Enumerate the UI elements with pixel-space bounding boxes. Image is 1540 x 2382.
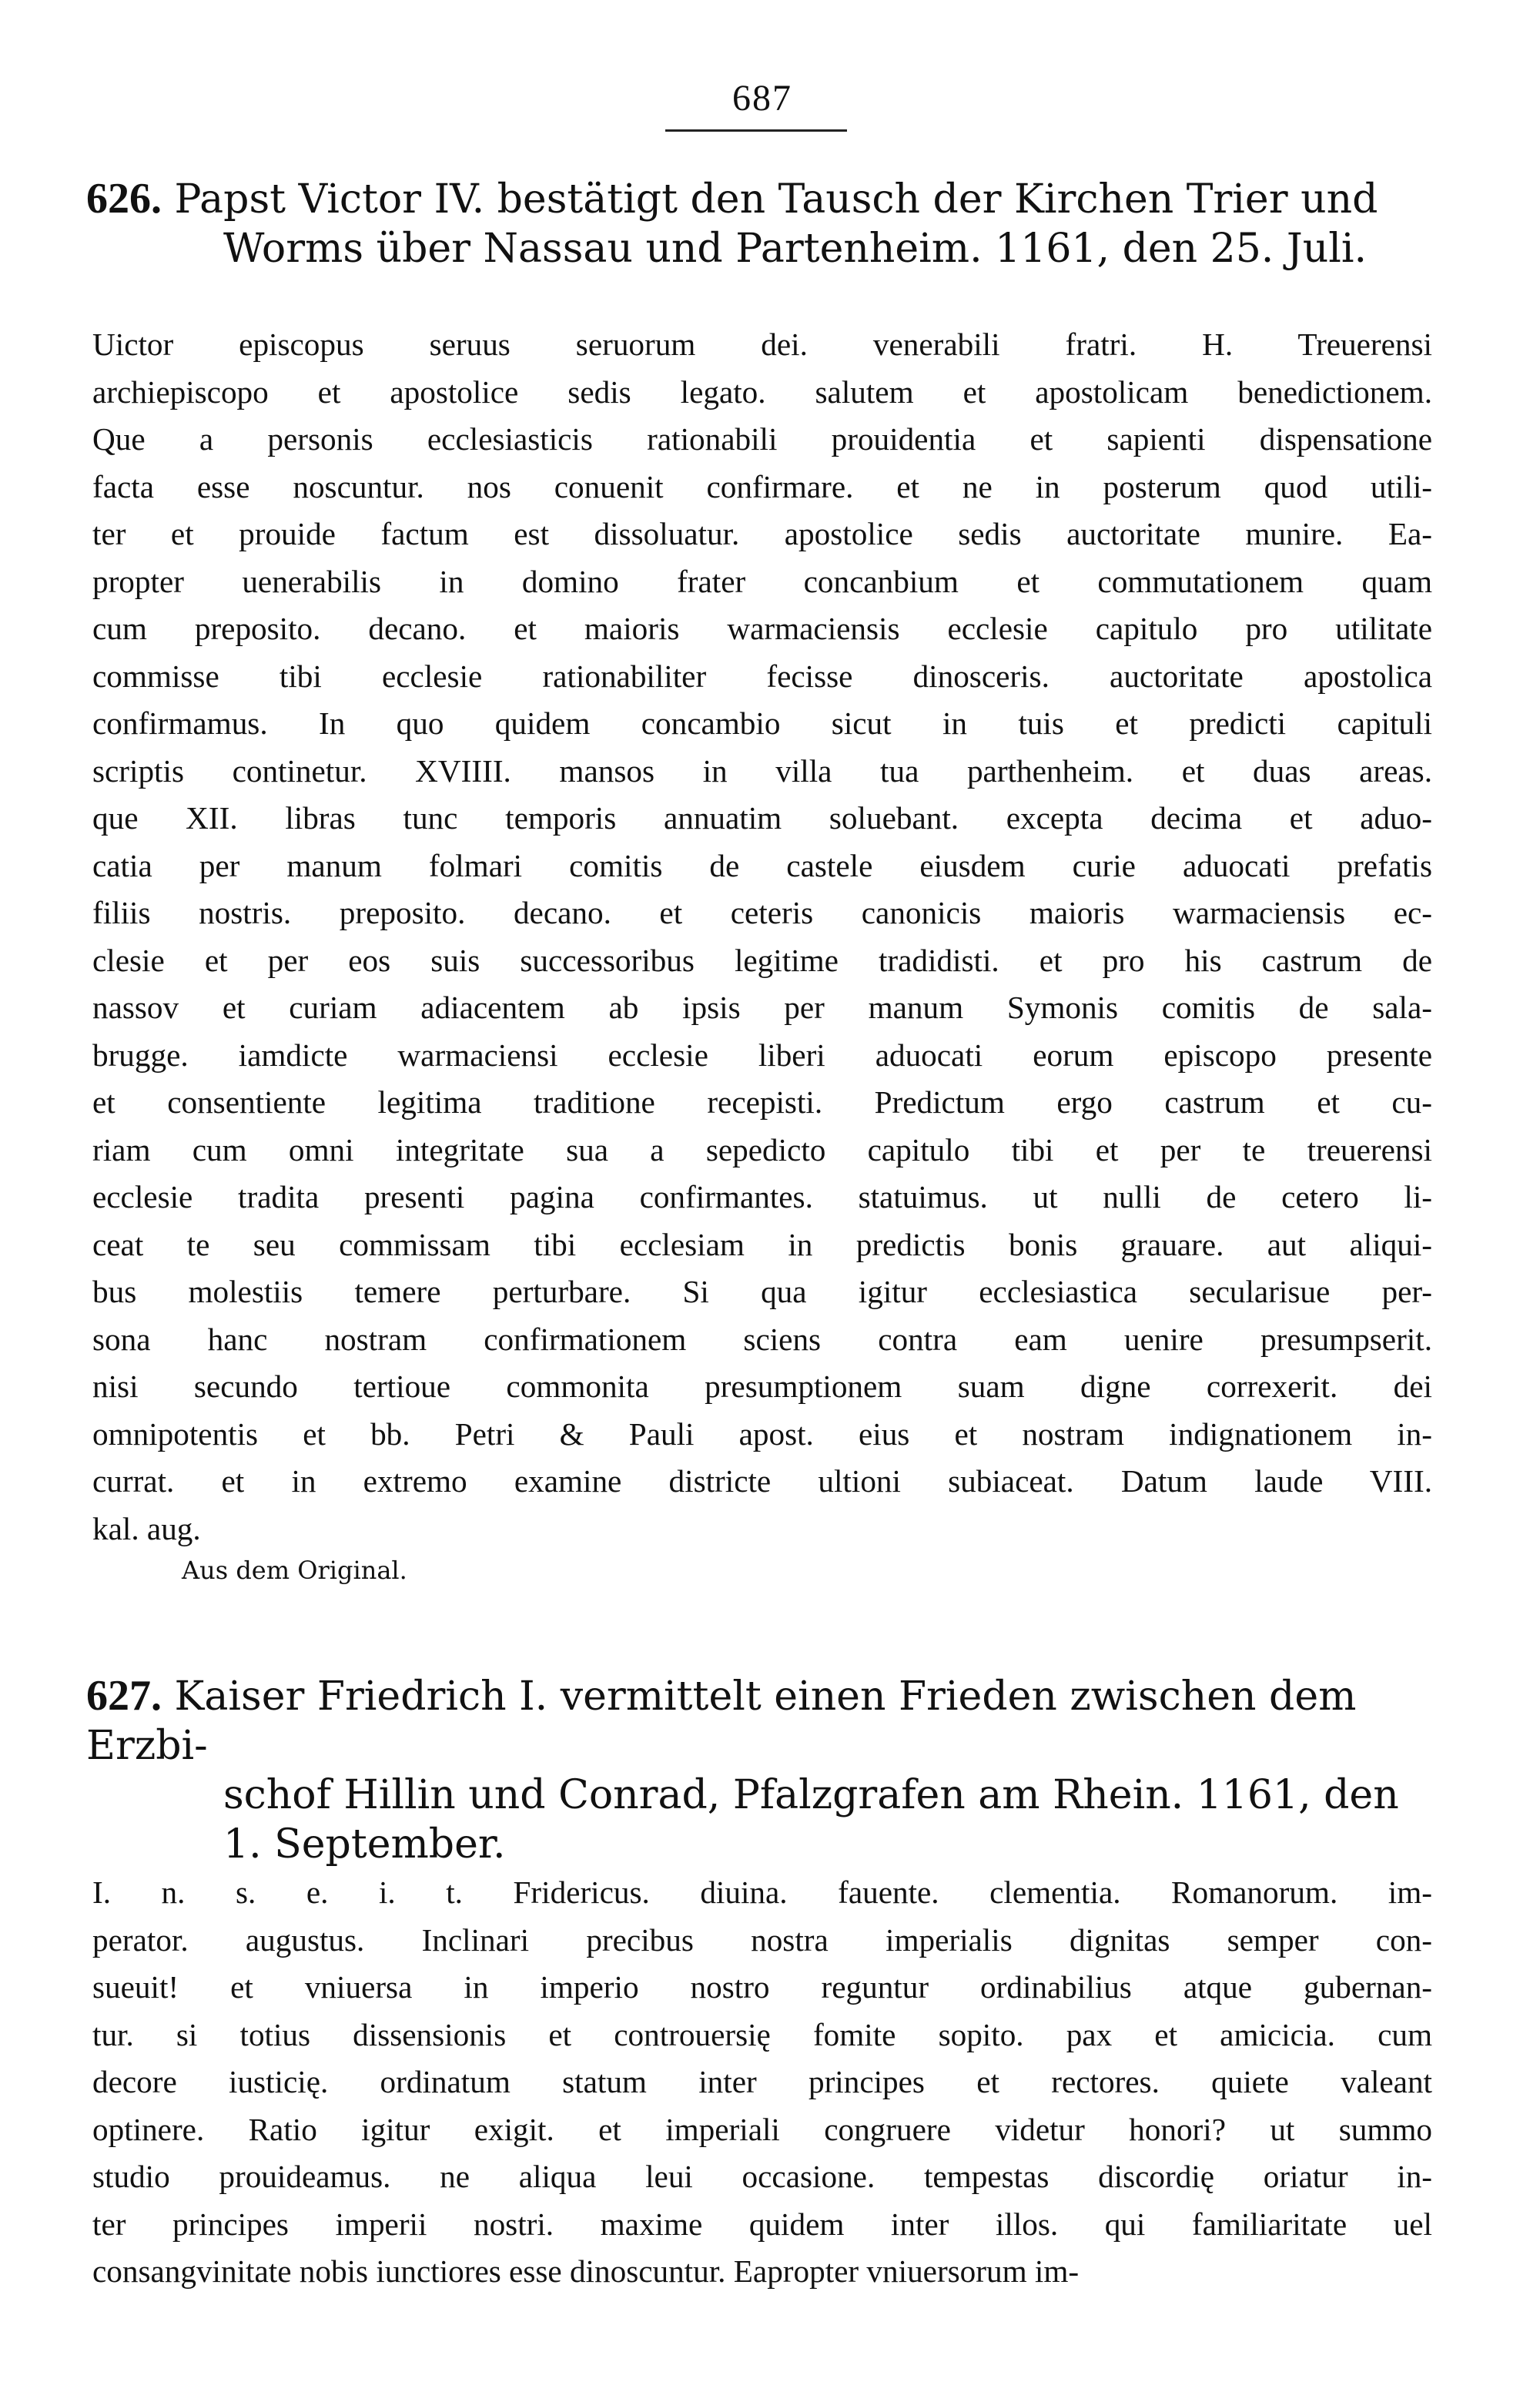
text-line: commisse tibi ecclesie rationabiliter fecisse dinosceris. auctoritate apostolica — [92, 658, 1432, 694]
page-number: 687 — [732, 78, 792, 119]
text-line: Uictor episcopus seruus seruorum dei. venerabili fratri. H. Treuerensi — [92, 327, 1432, 362]
text-line: bus molestiis temere perturbare. Si qua igitur ecclesiastica secularisue per- — [92, 1274, 1432, 1309]
doc626-title-line2: Worms über Nassau und Partenheim. 1161, den 25. Juli. — [223, 226, 1367, 272]
doc627-title-line1: Kaiser Friedrich I. vermittelt einen Frieden zwischen dem Erzbi- — [86, 1673, 1357, 1769]
doc626-number: 626. — [86, 175, 162, 223]
text-line: facta esse noscuntur. nos conuenit confirmare. et ne in posterum quod utili- — [92, 468, 1432, 504]
text-line: ter et prouide factum est dissoluatur. apostolice sedis auctoritate munire. Ea- — [92, 516, 1432, 551]
text-line: omnipotentis et bb. Petri & Pauli apost. eius et nostram indignationem in- — [92, 1415, 1432, 1452]
text-line: nassov et curiam adiacentem ab ipsis per manum Symonis comitis de sala- — [92, 990, 1432, 1025]
text-line: consangvinitate nobis iunctiores esse dinoscuntur. Eapropter vniuersorum im- — [92, 2253, 1080, 2289]
text-line: catia per manum folmari comitis de castele eiusdem curie aduocati prefatis — [92, 847, 1432, 883]
text-line: propter uenerabilis in domino frater concanbium et commutationem quam — [92, 563, 1432, 599]
text-line: archiepiscopo et apostolice sedis legato. salutem et apostolicam benedictionem. — [92, 374, 1432, 410]
text-line: studio prouideamus. ne aliqua leui occasione. tempestas discordię oriatur in- — [92, 2159, 1432, 2194]
text-line: currat. et in extremo examine districte ultioni subiaceat. Datum laude VIII. — [92, 1463, 1432, 1499]
doc626-text — [92, 321, 1432, 1553]
doc627-number: 627. — [86, 1672, 162, 1720]
doc626-heading — [86, 174, 1441, 273]
text-line: ter principes imperii nostri. maxime quidem inter illos. qui familiaritate uel — [92, 2206, 1432, 2242]
text-line: I. n. s. e. i. t. Fridericus. diuina. fauente. clementia. Romanorum. im- — [92, 1874, 1432, 1910]
text-line: ceat te seu commissam tibi ecclesiam in predictis bonis grauare. aut aliqui- — [92, 1226, 1432, 1262]
page-number-rule — [665, 129, 847, 132]
doc627-text — [92, 1869, 1432, 2296]
doc627-heading — [86, 1671, 1441, 1869]
text-line: brugge. iamdicte warmaciensi ecclesie liberi aduocati eorum episcopo presente — [92, 1037, 1432, 1073]
text-line: confirmamus. In quo quidem concambio sicut in tuis et predicti capituli — [92, 705, 1432, 741]
text-line: scriptis continetur. XVIIII. mansos in villa tua parthenheim. et duas areas. — [92, 752, 1432, 789]
doc626-title-line1: Papst Victor IV. bestätigt den Tausch der Kirchen Trier und — [174, 176, 1378, 223]
text-line: tur. si totius dissensionis et controuersię fomite sopito. pax et amicicia. cum — [92, 2016, 1432, 2052]
doc627-title-line3: 1. September. — [223, 1821, 506, 1868]
text-line: kal. aug. — [92, 1510, 201, 1546]
doc627-title-line2: schof Hillin und Conrad, Pfalzgrafen am Rhein. 1161, den — [223, 1772, 1399, 1818]
text-line: cum preposito. decano. et maioris warmaciensis ecclesie capitulo pro utilitate — [92, 611, 1432, 646]
text-line: riam cum omni integritate sua a sepedicto capitulo tibi et per te treuerensi — [92, 1131, 1432, 1168]
text-line: filiis nostris. preposito. decano. et ceteris canonicis maioris warmaciensis ec- — [92, 895, 1432, 930]
text-line: perator. augustus. Inclinari precibus nostra imperialis dignitas semper con- — [92, 1921, 1432, 1958]
text-line: ecclesie tradita presenti pagina confirmantes. statuimus. ut nulli de cetero li- — [92, 1179, 1432, 1214]
doc626-source-note: Aus dem Original. — [182, 1556, 407, 1585]
text-line: optinere. Ratio igitur exigit. et imperiali congruere videtur honori? ut summo — [92, 2111, 1432, 2147]
text-line: sona hanc nostram confirmationem sciens contra eam uenire presumpserit. — [92, 1321, 1432, 1357]
text-line: decore iusticię. ordinatum statum inter principes et rectores. quiete valeant — [92, 2064, 1432, 2099]
text-line: que XII. libras tunc temporis annuatim soluebant. excepta decima et aduo- — [92, 800, 1432, 836]
text-line: Que a personis ecclesiasticis rationabili prouidentia et sapienti dispensatione — [92, 421, 1432, 457]
text-line: et consentiente legitima traditione recepisti. Predictum ergo castrum et cu- — [92, 1084, 1432, 1120]
text-line: nisi secundo tertioue commonita presumptionem suam digne correxerit. dei — [92, 1369, 1432, 1404]
text-line: sueuit! et vniuersa in imperio nostro reguntur ordinabilius atque gubernan- — [92, 1969, 1432, 2005]
text-line: clesie et per eos suis successoribus legitime tradidisti. et pro his castrum de — [92, 942, 1432, 978]
